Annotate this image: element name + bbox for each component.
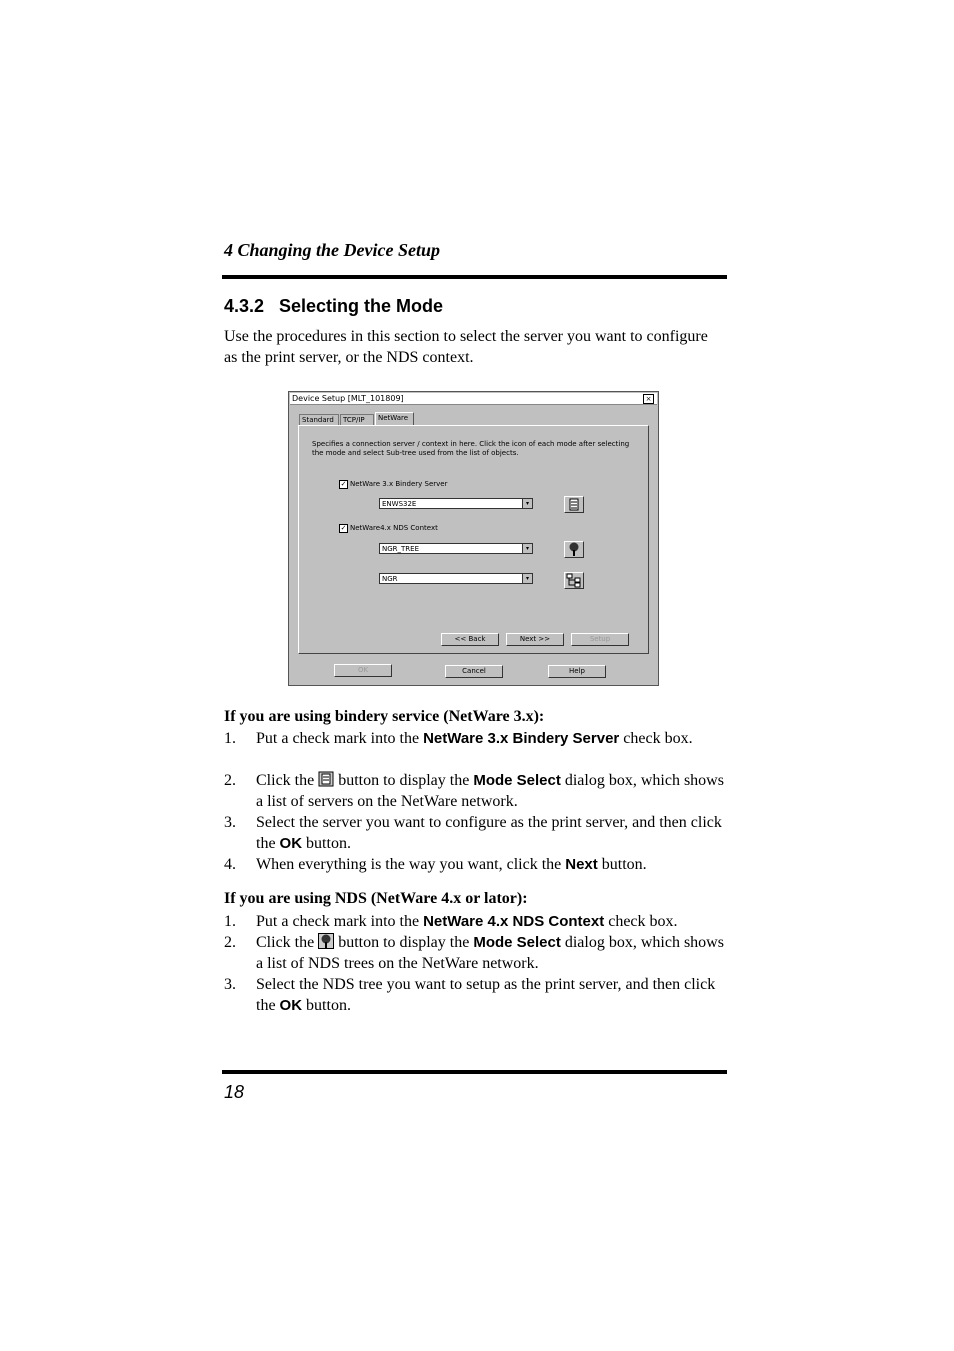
list-item: 3. Select the NDS tree you want to setup as the print server, and then click the OK button. [224, 976, 716, 1014]
ui-term: Mode Select [473, 934, 561, 951]
section-title-text: Selecting the Mode [279, 296, 444, 316]
chevron-down-icon[interactable]: ▾ [522, 574, 532, 583]
dialog-title: Device Setup [MLT_101809] [292, 394, 404, 403]
ui-term: NetWare 4.x NDS Context [423, 913, 605, 930]
ui-term: OK [279, 835, 303, 852]
nds-tree-select[interactable] [379, 543, 533, 554]
list-item: 1. Put a check mark into the NetWare 4.x NDS Context check box. [224, 913, 678, 930]
context-icon[interactable] [564, 572, 584, 589]
dialog-title-bar [290, 393, 657, 405]
nds-checkbox[interactable]: ✓ [340, 524, 347, 532]
footer-rule [222, 1070, 727, 1074]
ui-term: NetWare 3.x Bindery Server [423, 730, 620, 747]
bindery-checkbox-label: NetWare 3.x Bindery Server [350, 480, 448, 488]
list-item: 3. Select the server you want to configure as the print server, and then click the OK button. [224, 814, 722, 852]
section-number: 4.3.2 [224, 296, 265, 316]
close-icon[interactable]: × [643, 394, 654, 404]
nds-heading: If you are using NDS (NetWare 4.x or lator): [224, 890, 528, 907]
cancel-button[interactable]: Cancel [445, 665, 503, 678]
nds-context-value: NGR [382, 575, 398, 583]
bindery-heading: If you are using bindery service (NetWare 3.x): [224, 708, 545, 725]
setup-button[interactable]: Setup [571, 633, 629, 646]
ok-button[interactable]: OK [334, 664, 392, 677]
device-setup-dialog [288, 391, 659, 686]
ui-term: OK [279, 997, 303, 1014]
chevron-down-icon[interactable]: ▾ [522, 499, 532, 508]
server-list-icon[interactable] [564, 496, 584, 513]
next-button[interactable]: Next >> [506, 633, 564, 646]
nds-context-select[interactable] [379, 573, 533, 584]
section-title [224, 296, 443, 317]
tab-netware[interactable]: NetWare [375, 412, 414, 425]
nds-checkbox-label: NetWare4.x NDS Context [350, 524, 438, 532]
chapter-heading: 4 Changing the Device Setup [224, 240, 441, 260]
step-number: 1. [224, 913, 236, 930]
intro-paragraph: Use the procedures in this section to select the server you want to configure as the print server, or the NDS context. [224, 328, 708, 366]
step-number: 2. [224, 772, 236, 789]
tree-icon [318, 933, 334, 949]
bindery-server-value: ENWS32E [382, 500, 417, 508]
ui-term: Next [565, 856, 598, 873]
tree-icon[interactable] [564, 541, 584, 558]
bindery-checkbox[interactable]: ✓ [340, 480, 347, 488]
help-button[interactable]: Help [548, 665, 606, 678]
back-button[interactable]: << Back [441, 633, 499, 646]
step-number: 3. [224, 814, 236, 831]
server-list-icon [318, 771, 334, 787]
list-item: 1. Put a check mark into the NetWare 3.x Bindery Server check box. [224, 730, 693, 747]
header-rule [222, 275, 727, 279]
step-number: 4. [224, 856, 236, 873]
list-item: 2. Click the button to display the Mode Select dialog box, which shows a list of servers on the NetWare network. [224, 772, 724, 810]
step-number: 2. [224, 934, 236, 951]
step-number: 1. [224, 730, 236, 747]
step-number: 3. [224, 976, 236, 993]
tab-tcpip[interactable]: TCP/IP [340, 414, 374, 425]
list-item: 4. When everything is the way you want, click the Next button. [224, 856, 647, 873]
list-item: 2. Click the button to display the Mode Select dialog box, which shows a list of NDS trees on the NetWare network. [224, 934, 724, 972]
bindery-server-select[interactable] [379, 498, 533, 509]
dialog-description: Specifies a connection server / context in here. Click the icon of each mode after selecting the mode and select Sub-tree used from the list of objects. [312, 440, 630, 457]
ui-term: Mode Select [473, 772, 561, 789]
netware-panel [298, 425, 649, 654]
nds-tree-value: NGR_TREE [382, 545, 420, 553]
tab-standard[interactable]: Standard [299, 414, 339, 425]
page-number: 18 [224, 1082, 245, 1102]
chevron-down-icon[interactable]: ▾ [522, 544, 532, 553]
